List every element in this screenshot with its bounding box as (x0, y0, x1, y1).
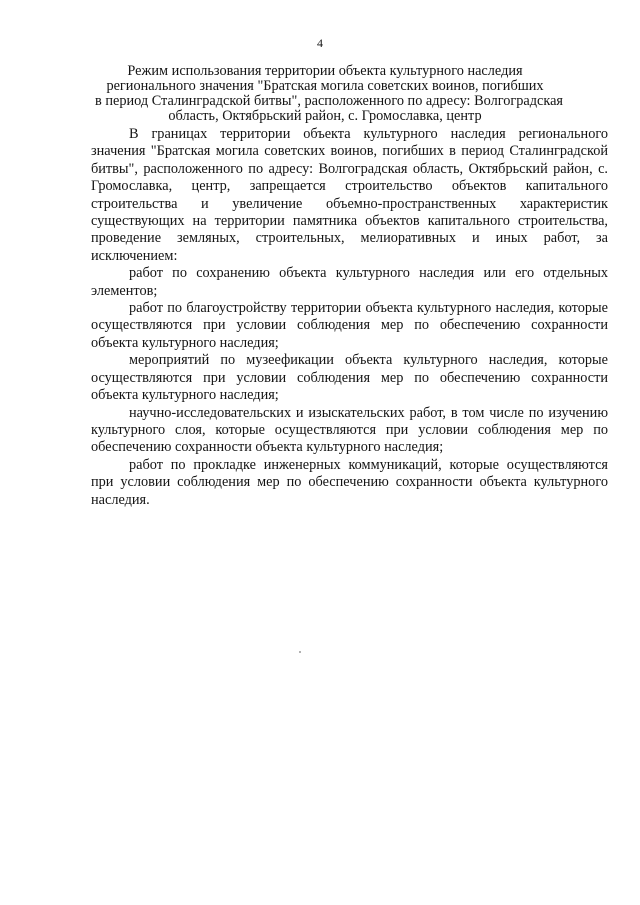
intro-paragraph: В границах территории объекта культурного наследия регионального значения "Братская могила советских воинов, погибших в период Сталинградской битвы", расположенного по адресу: Волгоградская область, Октябрьский район, с. Громославка, центр, запрещается строительство объектов капитального строительства и увеличение объемно-пространственных характеристик существующих на территории памятника объектов капитального строительства, проведение земляных, строительных, мелиоративных и иных работ, за исключением: (91, 126, 608, 264)
document-title (95, 63, 563, 124)
scan-speck (299, 651, 301, 653)
exception-item: работ по благоустройству территории объекта культурного наследия, которые осуществляются при условии соблюдения мер по обеспечению сохранности объекта культурного наследия; (91, 300, 608, 351)
page-number: 4 (317, 36, 323, 50)
title-line: регионального значения "Братская могила советских воинов, погибших (106, 78, 544, 94)
exception-item: научно-исследовательских и изыскательских работ, в том числе по изучению культурного слоя, которые осуществляются при условии соблюдения мер по обеспечению сохранности объекта культурного наследия; (91, 404, 608, 456)
title-line: в период Сталинградской битвы", расположенного по адресу: Волгоградская (95, 93, 563, 109)
title-line: область, Октябрьский район, с. Громославка, центр (168, 108, 482, 124)
document-body (91, 126, 608, 509)
exception-item: работ по сохранению объекта культурного наследия или его отдельных элементов; (91, 265, 608, 299)
title-line: Режим использования территории объекта культурного наследия (127, 63, 523, 79)
exception-item: мероприятий по музеефикации объекта культурного наследия, которые осуществляются при условии соблюдения мер по обеспечению сохранности объекта культурного наследия; (91, 352, 608, 404)
exception-item: работ по прокладке инженерных коммуникаций, которые осуществляются при условии соблюдения мер по обеспечению сохранности объекта культурного наследия. (91, 456, 608, 508)
